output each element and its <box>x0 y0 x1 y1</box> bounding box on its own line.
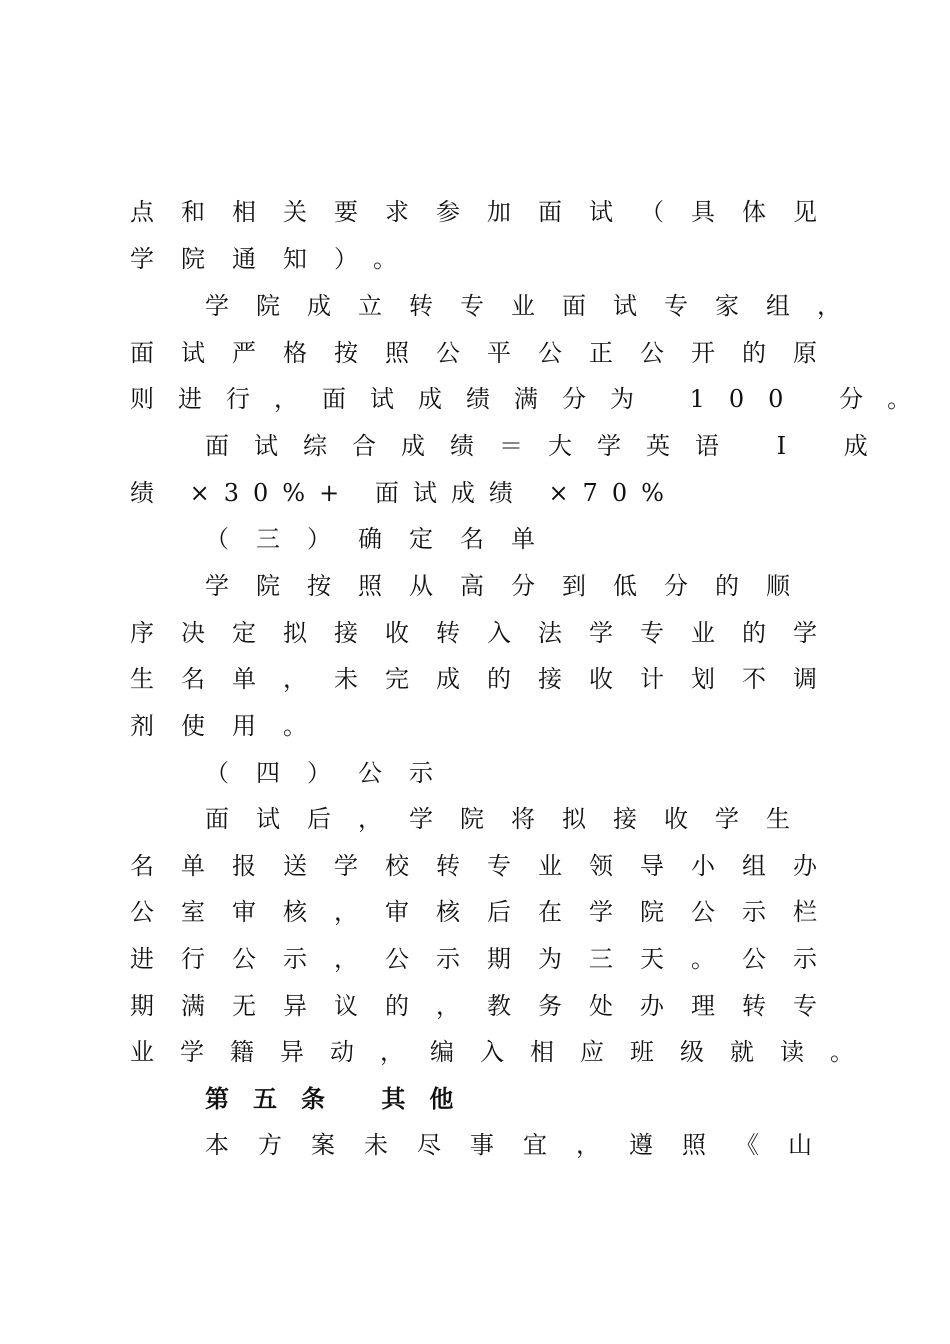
text-line-7: 绩 ×30%+ 面试成绩 ×70% <box>130 479 678 507</box>
text-line-3: 学院成立转专业面试专家组， <box>205 292 868 320</box>
text-line-4: 面试严格按照公平公正公开的原 <box>130 339 844 367</box>
text-line-9: 学院按照从高分到低分的顺 <box>205 572 817 600</box>
text-line-6: 面试综合成绩＝大学英语 I 成 <box>205 432 893 460</box>
text-line-18: 期满无异议的，教务处办理转专 <box>130 992 844 1020</box>
text-line-19: 业学籍异动，编入相应班级就读。 <box>130 1038 880 1066</box>
section-heading-4: （四）公示 <box>205 759 460 787</box>
text-line-2: 学院通知）。 <box>130 245 424 273</box>
text-line-12: 剂使用。 <box>130 712 334 740</box>
text-line-17: 进行公示，公示期为三天。公示 <box>130 945 844 973</box>
section-heading-3: （三）确定名单 <box>205 525 562 553</box>
article-heading-5: 第五条 其他 <box>205 1085 478 1113</box>
text-line-21: 本方案未尽事宜，遵照《山 <box>205 1131 841 1159</box>
text-line-10: 序决定拟接收转入法学专业的学 <box>130 619 844 647</box>
text-line-5: 则进行，面试成绩满分为 100 分。 <box>130 385 936 413</box>
text-line-1: 点和相关要求参加面试（具体见 <box>130 198 844 226</box>
text-line-14: 面试后，学院将拟接收学生 <box>205 805 817 833</box>
text-line-16: 公室审核，审核后在学院公示栏 <box>130 898 844 926</box>
text-line-15: 名单报送学校转专业领导小组办 <box>130 852 844 880</box>
text-line-11: 生名单，未完成的接收计划不调 <box>130 665 844 693</box>
